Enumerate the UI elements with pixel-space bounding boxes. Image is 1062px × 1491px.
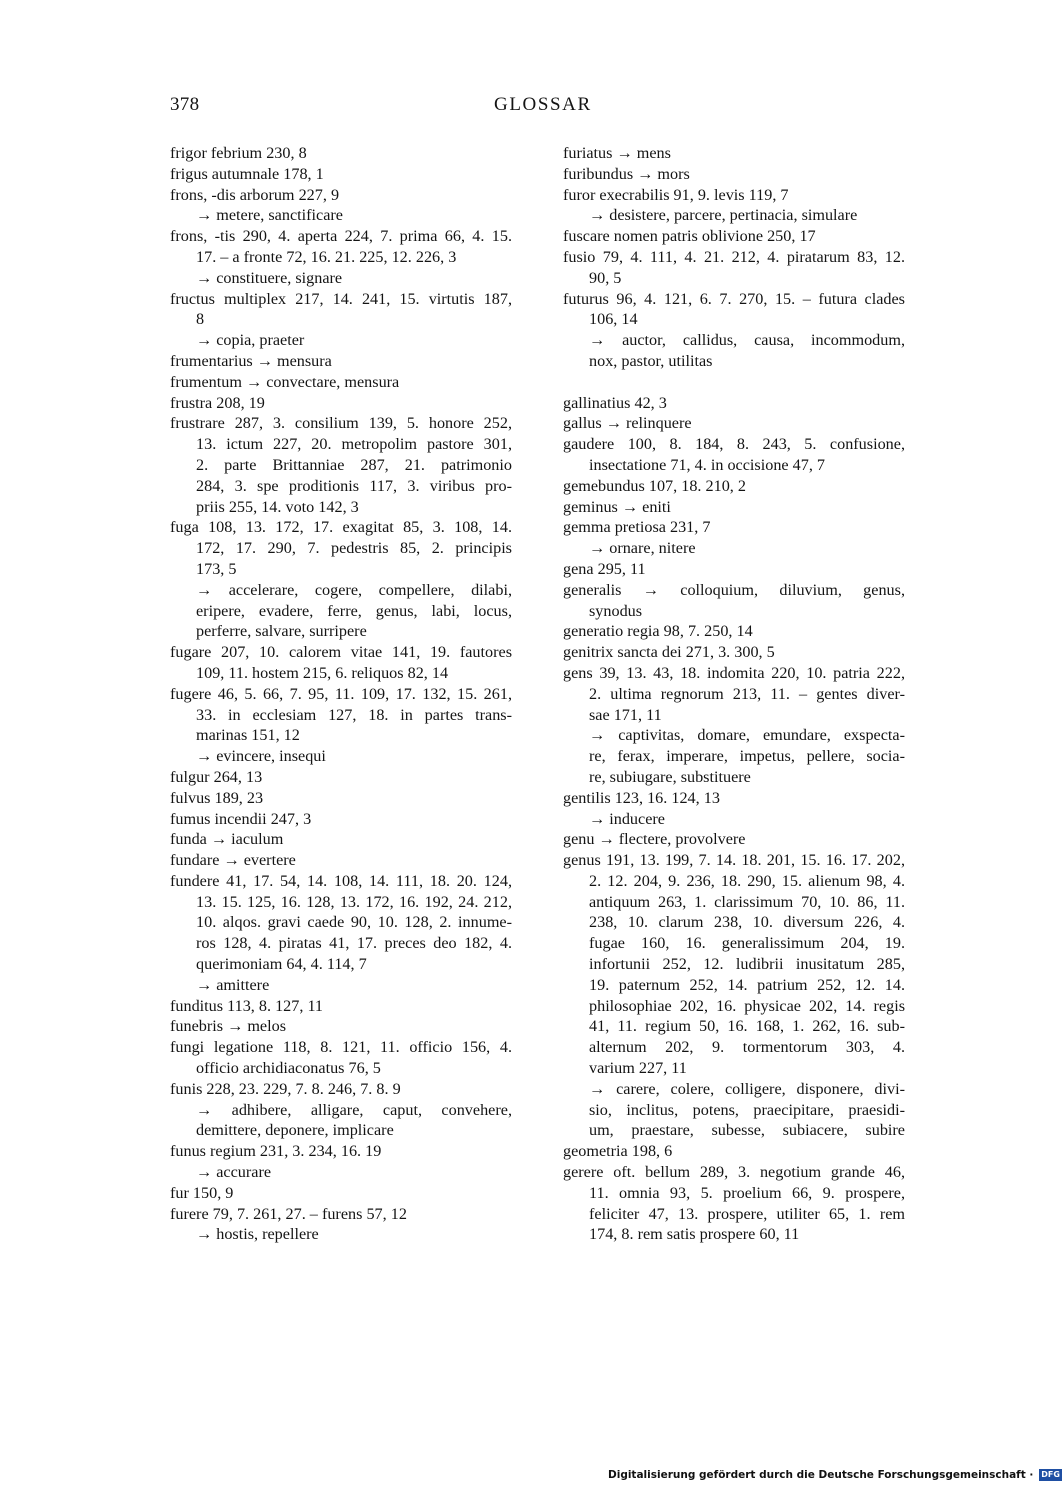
entry-continuation-line: 2. 12. 204, 9. 236, 18. 290, 15. alienum 98, 4. bbox=[589, 871, 905, 890]
entry-line: fundere 41, 17. 54, 14. 108, 14. 111, 18. 20. 124, bbox=[170, 871, 512, 890]
cross-reference-line: → amittere bbox=[196, 975, 270, 994]
entry-continuation-line: 90, 5 bbox=[589, 268, 622, 287]
entry-line: furibundus → mors bbox=[563, 164, 690, 183]
entry-continuation-line: feliciter 47, 13. prospere, utiliter 65, 1. rem bbox=[589, 1204, 905, 1223]
entry-line: gena 295, 11 bbox=[563, 559, 646, 578]
entry-line: funus regium 231, 3. 234, 16. 19 bbox=[170, 1142, 382, 1161]
entry-continuation-line: 11. omnia 93, 5. proelium 66, 9. prospere, bbox=[589, 1183, 905, 1202]
entry-continuation-line: philosophiae 202, 16. physicae 202, 14. regis bbox=[589, 996, 905, 1015]
dfg-logo: DFG bbox=[1039, 1469, 1062, 1481]
entry-line: gemma pretiosa 231, 7 bbox=[563, 518, 711, 537]
cross-reference-line: um, praestare, subesse, subiacere, subire bbox=[589, 1121, 905, 1140]
cross-reference-line: → adhibere, alligare, caput, convehere, bbox=[196, 1100, 512, 1119]
entry-line: fuscare nomen patris oblivione 250, 17 bbox=[563, 227, 816, 246]
entry-line: frustrare 287, 3. consilium 139, 5. honore 252, bbox=[170, 414, 512, 433]
entry-line: fugare 207, 10. calorem vitae 141, 19. fautores bbox=[170, 643, 512, 662]
cross-reference-line: → inducere bbox=[589, 809, 665, 828]
entry-continuation-line: 2. parte Brittanniae 287, 21. patrimonio bbox=[196, 455, 512, 474]
entry-line: furor execrabilis 91, 9. levis 119, 7 bbox=[563, 185, 789, 204]
cross-reference-line: sio, inclitus, potens, praecipitare, praesidi- bbox=[589, 1100, 905, 1119]
digitization-credit bbox=[608, 1469, 1062, 1481]
cross-reference-line: → ornare, nitere bbox=[589, 539, 696, 558]
entry-line: frumentarius → mensura bbox=[170, 351, 332, 370]
cross-reference-line: → accelerare, cogere, compellere, dilabi, bbox=[196, 580, 512, 599]
entry-continuation-line: ros 128, 4. piratas 41, 17. preces deo 182, 4. bbox=[196, 934, 512, 953]
entry-line: frigus autumnale 178, 1 bbox=[170, 164, 324, 183]
cross-reference-line: perferre, salvare, surripere bbox=[196, 622, 367, 641]
entry-line: gemebundus 107, 18. 210, 2 bbox=[563, 476, 746, 495]
entry-line: furere 79, 7. 261, 27. – furens 57, 12 bbox=[170, 1204, 407, 1223]
entry-line: generatio regia 98, 7. 250, 14 bbox=[563, 622, 753, 641]
entry-line: fungi legatione 118, 8. 121, 11. officio 156, 4. bbox=[170, 1038, 512, 1057]
entry-continuation-line: 172, 17. 290, 7. pedestris 85, 2. principis bbox=[196, 539, 512, 558]
cross-reference-line: demittere, deponere, implicare bbox=[196, 1121, 394, 1140]
entry-line: funda → iaculum bbox=[170, 830, 284, 849]
cross-reference-line: → constituere, signare bbox=[196, 268, 343, 287]
digitization-credit-text: Digitalisierung gefördert durch die Deutsche Forschungsgemeinschaft · bbox=[608, 1469, 1034, 1481]
entry-line: furiatus → mens bbox=[563, 144, 671, 162]
entry-line: gaudere 100, 8. 184, 8. 243, 5. confusione, bbox=[563, 435, 905, 454]
entry-continuation-line: 19. paternum 252, 14. patrium 252, 12. 14. bbox=[589, 975, 905, 994]
entry-line: futurus 96, 4. 121, 6. 7. 270, 15. – futura clades bbox=[563, 289, 905, 308]
page-number: 378 bbox=[170, 94, 200, 115]
entry-line: funebris → melos bbox=[170, 1017, 286, 1036]
cross-reference-line: → captivitas, domare, emundare, exspecta- bbox=[589, 726, 905, 745]
entry-continuation-line: 13. 15. 125, 16. 128, 13. 172, 16. 192, 24. 212, bbox=[196, 892, 512, 911]
entry-continuation-line: insectatione 71, 4. in occisione 47, 7 bbox=[589, 455, 826, 474]
entry-line: genus 191, 13. 199, 7. 14. 18. 201, 15. 16. 17. 202, bbox=[563, 851, 905, 870]
entry-continuation-line: varium 227, 11 bbox=[589, 1059, 687, 1078]
entry-continuation-line: 238, 10. clarum 238, 10. diversum 226, 4. bbox=[589, 913, 905, 932]
entry-continuation-line: infortunii 252, 12. ludibrii inusitatum 285, bbox=[589, 955, 905, 974]
entry-line: gens 39, 13. 43, 18. indomita 220, 10. patria 222, bbox=[563, 663, 905, 682]
entry-line: funis 228, 23. 229, 7. 8. 246, 7. 8. 9 bbox=[170, 1079, 401, 1098]
entry-line: fur 150, 9 bbox=[170, 1183, 234, 1202]
cross-reference-line: → hostis, repellere bbox=[196, 1225, 319, 1244]
entry-continuation-line: 109, 11. hostem 215, 6. reliquos 82, 14 bbox=[196, 663, 449, 682]
entry-line: genu → flectere, provolvere bbox=[563, 830, 746, 849]
entry-continuation-line: 8 bbox=[196, 310, 205, 329]
entry-line: geometria 198, 6 bbox=[563, 1142, 673, 1161]
entry-continuation-line: 106, 14 bbox=[589, 310, 638, 329]
entry-continuation-line: 284, 3. spe proditionis 117, 3. viribus pro- bbox=[196, 476, 512, 495]
running-head: GLOSSAR bbox=[494, 94, 592, 115]
glossary-column-right bbox=[563, 143, 905, 1245]
cross-reference-line: → auctor, callidus, causa, incommodum, bbox=[589, 331, 905, 350]
entry-line: fulgur 264, 13 bbox=[170, 767, 263, 786]
entry-continuation-line: 10. alqos. gravi caede 90, 10. 128, 2. innume- bbox=[196, 913, 512, 932]
entry-continuation-line: 174, 8. rem satis prospere 60, 11 bbox=[589, 1225, 800, 1244]
entry-line: fuga 108, 13. 172, 17. exagitat 85, 3. 108, 14. bbox=[170, 518, 512, 537]
entry-line: funditus 113, 8. 127, 11 bbox=[170, 996, 324, 1015]
entry-line: fugere 46, 5. 66, 7. 95, 11. 109, 17. 132, 15. 261, bbox=[170, 684, 512, 703]
entry-continuation-line: priis 255, 14. voto 142, 3 bbox=[196, 497, 359, 516]
cross-reference-line: → accurare bbox=[196, 1163, 272, 1182]
entry-continuation-line: 2. ultima regnorum 213, 11. – gentes diver- bbox=[589, 684, 905, 703]
entry-continuation-line: 41, 11. regium 50, 16. 168, 1. 262, 16. sub- bbox=[589, 1017, 905, 1036]
entry-line: frigor febrium 230, 8 bbox=[170, 144, 307, 162]
entry-line: gallinatius 42, 3 bbox=[563, 393, 667, 412]
cross-reference-line: eripere, evadere, ferre, genus, labi, locus, bbox=[196, 601, 512, 620]
entry-continuation-line: 13. ictum 227, 20. metropolim pastore 301, bbox=[196, 435, 512, 454]
entry-line: fulvus 189, 23 bbox=[170, 788, 264, 807]
section-gap bbox=[563, 372, 905, 393]
entry-continuation-line: marinas 151, 12 bbox=[196, 726, 300, 745]
entry-continuation-line: alternum 202, 9. tormentorum 303, 4. bbox=[589, 1038, 905, 1057]
entry-line: frons, -tis 290, 4. aperta 224, 7. prima 66, 4. 15. bbox=[170, 227, 512, 246]
entry-continuation-line: 173, 5 bbox=[196, 559, 237, 578]
entry-line: fusio 79, 4. 111, 4. 21. 212, 4. piratarum 83, 12. bbox=[563, 247, 905, 266]
entry-continuation-line: fugae 160, 16. generalissimum 204, 19. bbox=[589, 934, 905, 953]
entry-continuation-line: 33. in ecclesiam 127, 18. in partes trans- bbox=[196, 705, 512, 724]
entry-continuation-line: 17. – a fronte 72, 16. 21. 225, 12. 226, 3 bbox=[196, 247, 457, 266]
cross-reference-line: re, subiugare, substituere bbox=[589, 767, 751, 786]
cross-reference-line: → desistere, parcere, pertinacia, simulare bbox=[589, 206, 858, 225]
entry-continuation-line: officio archidiaconatus 76, 5 bbox=[196, 1059, 381, 1078]
cross-reference-line: → metere, sanctificare bbox=[196, 206, 343, 225]
entry-line: gentilis 123, 16. 124, 13 bbox=[563, 788, 720, 807]
entry-line: fundare → evertere bbox=[170, 851, 296, 870]
cross-reference-line: → evincere, insequi bbox=[196, 747, 326, 766]
cross-reference-line: → carere, colere, colligere, disponere, divi- bbox=[589, 1079, 905, 1098]
glossary-column-left bbox=[170, 143, 512, 1245]
entry-line: geminus → eniti bbox=[563, 497, 671, 516]
entry-continuation-line: antiquum 263, 1. clarissimum 70, 10. 86, 11. bbox=[589, 892, 905, 911]
entry-line: genitrix sancta dei 271, 3. 300, 5 bbox=[563, 643, 775, 662]
entry-continuation-line: synodus bbox=[589, 601, 643, 620]
entry-line: fructus multiplex 217, 14. 241, 15. virtutis 187, bbox=[170, 289, 512, 308]
entry-line: frumentum → convectare, mensura bbox=[170, 372, 400, 391]
cross-reference-line: nox, pastor, utilitas bbox=[589, 351, 713, 370]
entry-line: gallus → relinquere bbox=[563, 414, 692, 433]
cross-reference-line: → copia, praeter bbox=[196, 331, 305, 350]
entry-line: frustra 208, 19 bbox=[170, 393, 265, 412]
entry-line: generalis → colloquium, diluvium, genus, bbox=[563, 580, 905, 599]
entry-line: gerere oft. bellum 289, 3. negotium grande 46, bbox=[563, 1163, 905, 1182]
entry-continuation-line: sae 171, 11 bbox=[589, 705, 662, 724]
entry-line: fumus incendii 247, 3 bbox=[170, 809, 312, 828]
cross-reference-line: re, ferax, imperare, impetus, pellere, socia- bbox=[589, 747, 905, 766]
entry-line: frons, -dis arborum 227, 9 bbox=[170, 185, 340, 204]
entry-continuation-line: querimoniam 64, 4. 114, 7 bbox=[196, 955, 367, 974]
